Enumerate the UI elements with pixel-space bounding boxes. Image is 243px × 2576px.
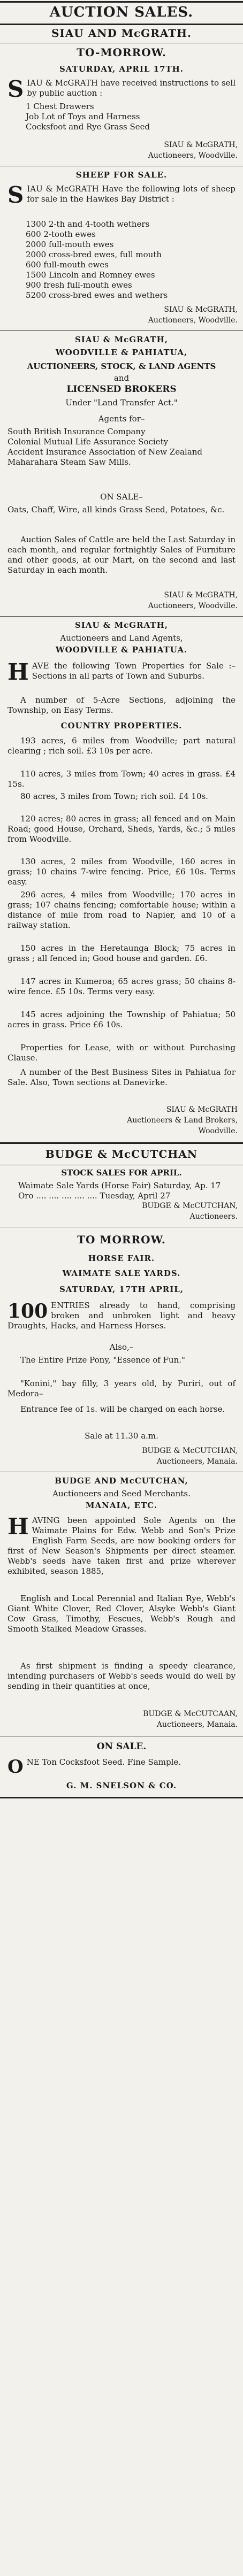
ad4-sig2: Auctioneers & Land Brokers, xyxy=(127,1116,238,1125)
ad8-heading: ON SALE. xyxy=(96,1741,147,1752)
ad7-body xyxy=(0,1513,243,1577)
list-item: 600 2-tooth ewes xyxy=(26,229,96,239)
ad6-konini: "Konini," bay filly, 3 years old, by Puriri, out of Medora– xyxy=(7,1379,236,1398)
list-item: 1300 2-th and 4-tooth wethers xyxy=(26,219,150,229)
list-item: Colonial Mutual Life Assurance Society xyxy=(7,437,169,447)
ad2-text: IAU & McGRATH Have the following lots of sheep for sale in the Hawkes Bay District : xyxy=(27,184,236,204)
ad4-text: AVE the following Town Properties for Sale :– Sections in all parts of Town and Suburbs. xyxy=(32,661,236,681)
ad5-sig2: Auctioneers. xyxy=(189,1212,238,1221)
ad8-text: NE Ton Cocksfoot Seed. Fine Sample. xyxy=(26,1757,181,1767)
drop-cap: S xyxy=(7,76,24,102)
list-item: Accident Insurance Association of New Zealand xyxy=(7,447,203,457)
ad6-sig1: BUDGE & McCUTCHAN, xyxy=(142,1447,238,1455)
ad4-para-3: 120 acres; 80 acres in grass; all fenced and on Main Road; good House, Orchard, Sheds, Yards, &c.; 5 miles from Woodville. xyxy=(7,814,236,844)
ad4-line1: SIAU & McGRATH, xyxy=(75,620,168,630)
ad4-para-4: 130 acres, 2 miles from Woodville, 160 acres in grass; 10 chains 7-wire fencing. Price, £6 10s. Terms easy. xyxy=(7,857,236,887)
ad5-sig1: BUDGE & McCUTCHAN, xyxy=(142,1202,238,1210)
ad6-fair: HORSE FAIR. xyxy=(88,1254,155,1263)
ad1-tomorrow: TO-MORROW. xyxy=(77,46,166,59)
ad7-sig2: Auctioneers, Manaia. xyxy=(156,1720,238,1729)
ad6-text: ENTRIES already to hand, comprising broken and unbroken light and heavy Draughts, Hacks, and Harness Horses. xyxy=(7,1301,236,1331)
ad3-sig2: Auctioneers, Woodville. xyxy=(148,602,238,610)
list-item: Cocksfoot and Rye Grass Seed xyxy=(26,122,150,132)
list-item: 2000 cross-bred ewes, full mouth xyxy=(26,250,162,259)
ad3-line3: AUCTIONEERS, STOCK, & LAND AGENTS xyxy=(27,362,216,371)
drop-cap: S xyxy=(7,182,24,208)
table-row: Oro .... .... .... .... .... Tuesday, April 27 xyxy=(18,1191,171,1201)
ad8-sig: G. M. SNELSON & CO. xyxy=(66,1781,177,1790)
ad7-place: MANAIA, ETC. xyxy=(85,1501,158,1510)
ad6-date: SATURDAY, 17TH APRIL, xyxy=(59,1285,184,1294)
list-item: 5200 cross-bred ewes and wethers xyxy=(26,290,168,300)
list-item: 2000 full-mouth ewes xyxy=(26,240,114,249)
ad3-onsale-text: Oats, Chaff, Wire, all kinds Grass Seed, Potatoes, &c. xyxy=(7,505,225,514)
ad3-line2: WOODVILLE & PAHIATUA, xyxy=(55,348,188,357)
ad7-sig1: BUDGE & McCUTCAAN, xyxy=(143,1710,238,1718)
ad4-line2: Auctioneers and Land Agents, xyxy=(60,633,183,643)
bottom-rule xyxy=(0,1797,243,1798)
ad4-sig3: Woodville. xyxy=(198,1127,238,1135)
ad5-title: BUDGE & McCUTCHAN xyxy=(45,1148,198,1160)
ad4-para-10: A number of the Best Business Sites in Pahiatua for Sale. Also, Town sections at Danevirke. xyxy=(7,1067,236,1087)
page-title: AUCTION SALES. xyxy=(49,4,194,20)
ad3-line5: LICENSED BROKERS xyxy=(66,384,177,395)
ad7-title1: BUDGE AND McCUTCHAN, xyxy=(55,1476,188,1486)
ad4-para-8: 145 acres adjoining the Township of Pahiatua; 50 acres in grass. Price £6 10s. xyxy=(7,1010,236,1029)
divider xyxy=(0,1142,243,1144)
ad3-onsale: ON SALE– xyxy=(100,492,143,502)
drop-cap: O xyxy=(7,1756,24,1778)
ad4-body xyxy=(0,659,243,685)
entries-count: 100 xyxy=(7,1300,48,1322)
ad4-para-1: 110 acres, 3 miles from Town; 40 acres in grass. £4 15s. xyxy=(7,769,236,789)
ad6-sig2: Auctioneers, Manaia. xyxy=(156,1457,238,1466)
ad1-sig1: SIAU & McGRATH, xyxy=(164,141,238,149)
ad6-time: Sale at 11.30 a.m. xyxy=(85,1431,158,1441)
ad2-sig2: Auctioneers, Woodville. xyxy=(148,316,238,325)
ad3-agencies xyxy=(0,427,243,467)
ad1-sig2: Auctioneers, Woodville. xyxy=(148,151,238,160)
ad4-para-5: 296 acres, 4 miles from Woodville; 170 acres in grass; 107 chains fencing; comfortable house; within a distance of mile from road to Napier, and 10 of a railway station. xyxy=(7,890,236,930)
table-row: Waimate Sale Yards (Horse Fair) Saturday, Ap. 17 xyxy=(18,1181,221,1190)
divider xyxy=(0,616,243,617)
ad6-body xyxy=(0,1301,243,1331)
divider xyxy=(0,330,243,331)
ad3-line6: Under "Land Transfer Act." xyxy=(65,398,178,407)
ad2-body xyxy=(0,182,243,208)
list-item: 1 Chest Drawers xyxy=(26,102,94,111)
list-item: South British Insurance Company xyxy=(7,427,146,436)
drop-cap: H xyxy=(7,659,29,685)
list-item: 900 fresh full-mouth ewes xyxy=(26,280,132,290)
ad1-date: SATURDAY, APRIL 17TH. xyxy=(59,64,184,74)
ad4-para-7: 147 acres in Kumeroa; 65 acres grass; 50 chains 8-wire fence. £5 10s. Terms very easy. xyxy=(7,976,236,996)
ad1-text: IAU & McGRATH have received instructions to sell by public auction : xyxy=(27,78,236,98)
ad8-body xyxy=(0,1756,243,1778)
ad2-heading: SHEEP FOR SALE. xyxy=(75,170,168,180)
ad4-sig1: SIAU & McGRATH xyxy=(166,1105,238,1114)
ad6-also: Also,– xyxy=(109,1342,134,1352)
ad2-sig1: SIAU & McGRATH, xyxy=(164,305,238,314)
list-item: Job Lot of Toys and Harness xyxy=(26,112,140,121)
ad6-tomorrow: TO MORROW. xyxy=(77,1233,166,1246)
list-item: 600 full-mouth ewes xyxy=(26,260,109,270)
ad4-line3: WOODVILLE & PAHIATUA. xyxy=(55,645,188,655)
ad5-stock: STOCK SALES FOR APRIL. xyxy=(61,1168,182,1178)
ad4-p2: A number of 5-Acre Sections, adjoining the Township, on Easy Terms. xyxy=(7,695,236,715)
drop-cap: H xyxy=(7,1513,29,1540)
ad3-body: Auction Sales of Cattle are held the Last Saturday in each month, and regular fortnightly Sales of Furniture and other goods, at our Mart, on the second and last Saturday in each month. xyxy=(7,535,236,575)
ad6-yards: WAIMATE SALE YARDS. xyxy=(62,1268,181,1278)
ad1-items xyxy=(0,102,243,132)
ad4-para-2: 80 acres, 3 miles from Town; rich soil. £4 10s. xyxy=(20,791,208,801)
ad7-text: AVING been appointed Sole Agents on the Waimate Plains for Edw. Webb and Son's Prize English Farm Seeds, are now booking orders for first of New Season's Shipments per direct steamer. Webb's seeds have taken first and prize wherever exhibited, season 1885, xyxy=(7,1516,236,1576)
list-item: Maharahara Steam Saw Mills. xyxy=(7,457,131,467)
top-rule xyxy=(0,1,243,3)
ad7-title2: Auctioneers and Seed Merchants. xyxy=(52,1489,191,1498)
list-item: 1500 Lincoln and Romney ewes xyxy=(26,270,155,280)
ad1-body xyxy=(0,76,243,102)
ad4-para-9: Properties for Lease, with or without Purchasing Clause. xyxy=(7,1043,236,1063)
ad7-p2: English and Local Perennial and Italian Rye, Webb's Giant White Clover, Red Clover, Alsyke Webb's Giant Cow Grass, Timothy, Fescues, Webb's Rough and Smooth Stalked Meadow Grasses. xyxy=(7,1594,236,1634)
ad7-p3: As first shipment is finding a speedy clearance, intending purchasers of Webb's seeds would do well by sending in their quantities at once, xyxy=(7,1661,236,1691)
ad3-agents: Agents for– xyxy=(98,414,145,424)
ad6-pony: The Entire Prize Pony, "Essence of Fun." xyxy=(20,1355,185,1365)
ad3-line1: SIAU & McGRATH, xyxy=(75,335,168,344)
ad3-line4: and xyxy=(113,373,130,383)
ad4-para-0: 193 acres, 6 miles from Woodville; part natural clearing ; rich soil. £3 10s per acre. xyxy=(7,736,236,756)
ad5-rows xyxy=(0,1181,243,1201)
ad2-items xyxy=(0,219,243,301)
ad3-sig1: SIAU & McGRATH, xyxy=(164,591,238,599)
ad4-para-6: 150 acres in the Heretaunga Block; 75 acres in grass ; all fenced in; Good house and garden. £6. xyxy=(7,943,236,963)
ad4-country: COUNTRY PROPERTIES. xyxy=(60,721,183,730)
ad1-firm: SIAU AND McGRATH. xyxy=(51,27,192,40)
divider xyxy=(0,24,243,25)
ad6-entry: Entrance fee of 1s. will be charged on each horse. xyxy=(20,1404,225,1414)
